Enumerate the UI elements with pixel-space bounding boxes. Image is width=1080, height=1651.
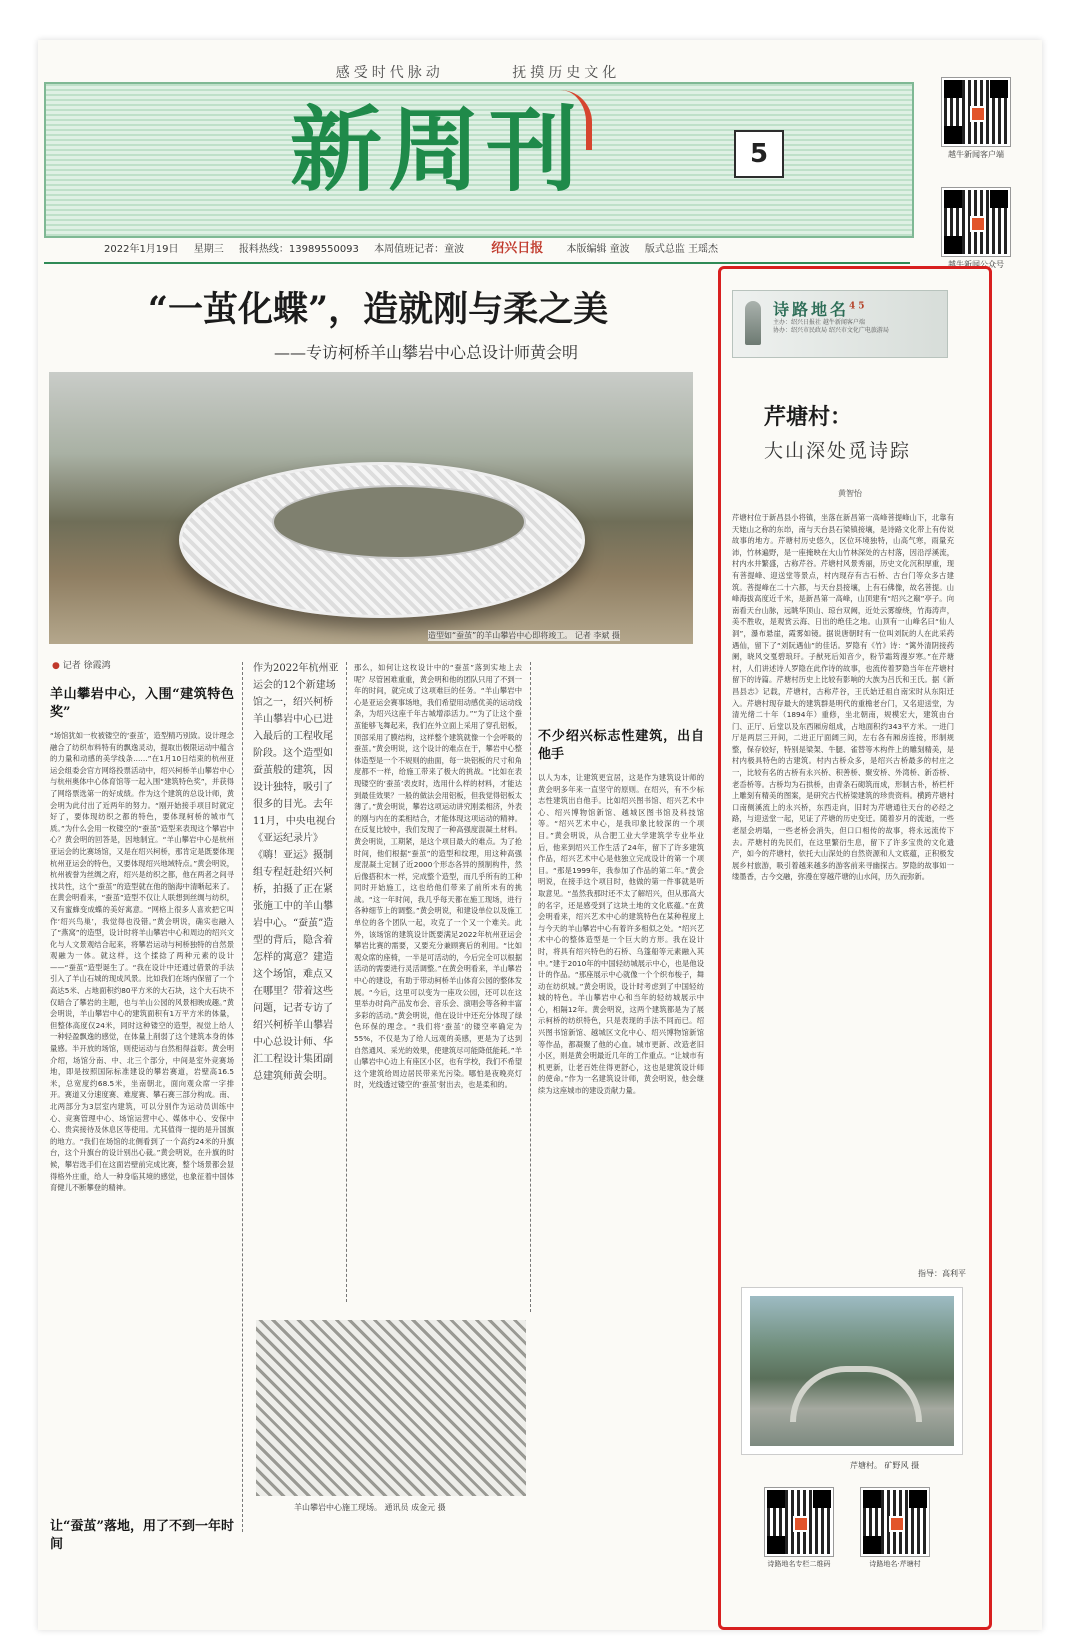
- side-article-author: 黄智怡: [838, 489, 862, 498]
- banner-title: [773, 297, 868, 320]
- side-article-title: 芹塘村：: [764, 404, 853, 430]
- sub-headline: ——专访柯桥羊山攀岩中心总设计师黄会明: [274, 343, 579, 362]
- banner-number: 45: [849, 301, 868, 312]
- column-divider: [346, 662, 347, 1302]
- construction-photo-caption: 羊山攀岩中心施工现场。 通讯员 成金元 摄: [294, 1503, 446, 1512]
- qr-code-icon[interactable]: [942, 188, 1010, 256]
- qr-label-wechat: 越牛新闻公众号: [948, 260, 1004, 269]
- lead-paragraph: 作为2022年杭州亚运会的12个新建场馆之一，绍兴柯桥羊山攀岩中心已进入最后的工程收尾阶段。这个造型如蚕茧般的建筑，因设计独特，吸引了很多的目光。去年11月，中央电视台《亚运纪录片》《嗨！亚运》摄制组专程赶赴绍兴柯桥，拍摄了正在紧张施工中的羊山攀岩中心。“蚕茧”造型的背后，隐含着怎样的寓意？建造这个场馆，难点又在哪里？带着这些问题，记者专访了绍兴柯桥羊山攀岩中心总设计师、华汇工程设计集团副总建筑师黄会明。: [253, 663, 339, 1082]
- date: 2022年1月19日: [104, 244, 179, 255]
- construction-photo: [256, 1320, 526, 1496]
- bottom-qr-1: [764, 1488, 834, 1569]
- paper-logo: 绍兴日报: [491, 241, 544, 256]
- side-article-signoff: 指导：高利平: [918, 1269, 966, 1278]
- village-photo: [742, 1288, 962, 1454]
- newspaper-page: [38, 40, 1042, 1630]
- side-article-subtitle: 大山深处觅诗踪: [764, 440, 912, 462]
- stone-bridge-shape: [790, 1366, 922, 1422]
- column-divider: [530, 662, 531, 1312]
- main-headline: “一茧化蝶”，造就刚与柔之美: [147, 289, 609, 330]
- qr-code-icon[interactable]: [765, 1488, 833, 1556]
- byline-label: 记者: [62, 661, 81, 671]
- bottom-qr-label-1: 诗路地名专栏二维码: [767, 1560, 831, 1568]
- stadium-photo: [49, 372, 693, 644]
- byline-name: 徐霞鸿: [83, 661, 111, 671]
- stadium-shape: [179, 462, 585, 618]
- banner-credit-line-1: 主办：绍兴日报社 越牛新闻客户端: [773, 319, 865, 326]
- article-column-1: [50, 680, 234, 1510]
- side-article-body: [732, 512, 954, 1262]
- bottom-qr-label-2: 诗路地名·芹塘村: [869, 1560, 921, 1568]
- stadium-photo-caption: 造型如“蚕茧”的羊山攀岩中心即将竣工。 记者 李斌 摄: [428, 631, 620, 640]
- byline: [52, 658, 111, 671]
- header-slogans: [38, 62, 918, 82]
- chief-editor: 本版编辑 童波: [566, 244, 630, 255]
- duty-editor: 本周值班记者：童波: [374, 244, 465, 255]
- banner-title-text: 诗路地名: [773, 300, 850, 319]
- byline-dot-icon: ●: [52, 661, 60, 671]
- section-heading-1: 羊山攀岩中心，入围“建筑特色奖”: [50, 687, 234, 720]
- masthead: [44, 82, 914, 238]
- designer: 版式总监 王瑶杰: [644, 244, 719, 255]
- column-banner: [732, 290, 948, 358]
- article-column-3: [354, 662, 522, 1312]
- article-column-4: [538, 662, 704, 1562]
- slogan-right: 抚摸历史文化: [512, 65, 621, 81]
- figure-icon: [745, 301, 761, 345]
- swoosh-logo-icon: [560, 90, 592, 150]
- page-number: 5: [734, 130, 784, 178]
- article-text-3: 那么，如何让这枚设计中的“蚕茧”落到实地上去呢？尽管困难重重，黄会明和他的团队只用了不到一年的时间，就完成了这项难巨的任务。“羊山攀岩中心是亚运会赛事场地，我们希望用动感优美的运动线条，为绍兴这座千年古城增添活力。”“为了让这个蚕茧能够飞舞起来，我们在外立面上采用了穿孔铝板，顶部采用了膜结构，这样整个建筑就像一个会呼吸的蚕茧。”黄会明说，这个设计的难点在于，攀岩中心整体造型是一个不规则的曲面，每一块铝板的尺寸和角度都不一样，给施工带来了极大的挑战。“比如在表现镂空的‘蚕茧’表皮时，选用什么样的材料，才能达到最佳效果？一般的做法会用铝板，但我觉得铝板太薄了。”黄会明说，攀岩这项运动讲究刚柔相济，外表的刚与内在的柔相结合，才能体现这项运动的精神。在反复比较中，我们发现了一种高强度混凝土材料。黄会明说，工期紧，是这个项目最大的难点。为了抢时间，他们根据“蚕茧”的造型和纹理，用这种高强度混凝土定制了近2000个形态各异的预制构件，然后像搭积木一样，完成整个造型，而几乎所有的工种同时开始施工，这也给他们带来了前所未有的挑战。“这一年时间，我几乎每天都在施工现场，进行各种细节上的调整。”黄会明说，和建设单位以及施工单位的各个团队一起，攻克了一个又一个难关。此外，该场馆的建筑设计既要满足2022年杭州亚运会攀岩比赛的需要，又要充分兼顾赛后的利用。“比如观众席的座椅，一半是可活动的，今后完全可以根据活动的需要进行灵活调整。”在黄会明看来，羊山攀岩中心的建设，有助于带动柯桥羊山体育公园的整体发展。“今后，这里可以变为一座攻公园，还可以在这里举办时尚产品发布会、音乐会、演唱会等各种丰富多彩的活动。”黄会明说，他在设计中还充分体现了绿色环保的理念。“我们将‘蚕茧’的镂空率确定为55%，不仅是为了给人远观的美感，更是为了达到自然通风、采光的效果，使建筑尽可能降低能耗。”羊山攀岩中心边上有座区小区，也有学校，我们不希望这个建筑给周边居民带来光污染。哪怕是夜晚亮灯时，光线透过镂空的‘蚕茧’射出去，也是柔和的。: [354, 663, 522, 1090]
- article-text-4: 以人为本，让建筑更宜居，这是作为建筑设计师的黄会明多年来一直坚守的原则。在绍兴，有不少标志性建筑出自他手。比如绍兴图书馆、绍兴艺术中心、绍兴博物馆新馆、越城区图书馆及科技馆等。“绍兴艺术中心，是我印象比较深的一个项目。”黄会明说，从合肥工业大学建筑学专业毕业后，他来到绍兴工作生活了24年，留下了许多建筑作品，绍兴艺术中心是他独立完成设计的第一个项目。“那是1999年，我参加了作品的第二年。”黄会明说，在接手这个项目时，他做的第一件事就是听取意见。“虽然我那时还不太了解绍兴，但从那高大的名字，还是感受到了这块土地的文化底蕴。”在黄会明看来，绍兴艺术中心的建筑特色在某种程度上与今天的羊山攀岩中心有着许多相似之处。“绍兴艺术中心的整体造型是一个巨大的方形。我在设计时，将具有绍兴特色的石桥、乌篷船等元素融入其中。”建于2010年的中国轻纺城展示中心，也是他设计的作品。“那座展示中心就像一个个织布梭子，舞动在纺织城。”黄会明说，设计时考虑到了中国轻纺城的特色。羊山攀岩中心和当年的轻纺城展示中心，相隔12年。黄会明说，这两个建筑都是为了展示柯桥的纺织特色，只是表现的手法不同而已。绍兴图书馆新馆、越城区文化中心、绍兴博物馆新馆等作品，都凝聚了他的心血。城市更新、改造老旧小区，则是黄会明最近几年的工作重点。“让城市有机更新，让老百姓住得更舒心，这也是建筑设计师的使命。”作为一名建筑设计师，黄会明说，他会继续为这座城市的建设贡献力量。: [538, 773, 704, 1096]
- qr-code-icon[interactable]: [861, 1488, 929, 1556]
- side-article-text: 芹塘村位于新昌县小将镇，坐落在新昌第一高峰菩提峰山下，北靠有天姥山之称的东岇，南与天台县石梁镇接壤，是诗路文化带上有传说故事的地方。芹塘村历史悠久，区位环境独特，山高气寒，雨量充沛，竹林遍野，是一座掩映在大山竹林深处的古村落，因沿浮溪流，村内水井繁盛，古称芹谷。芹塘村风景秀丽，历史文化沉积厚重，现有菩提峰、迎送堂等景点，村内现存有古石桥、古台门等众多古建筑。菩提峰在二十六都，与天台县接壤，上有石佛像，故名菩提。山峰海拔高度近千米，是新昌第一高峰，山顶建有“绍兴之巅”亭子。向南看天台山脉，远眺华顶山、琼台双阙，近处云雾缭绕，竹海涛声，美不胜收，是观赏云海、日出的绝佳之地。山顶有一山峰名曰“仙人洞”，瀑布悬崖，霞雾如镜。据说唐朝时有一位叫刘阮的人在此采药遇仙，留下了“刘阮遇仙”的佳话。罗隐有《竹》诗：“篱外清阴接药阑，晓风交戛碧琅玕。子猷死后知音少，粉节霜筠漫岁寒。”在芹塘村，人们讲述诗人罗隐在此作诗的故事，也流传着罗隐当年在芹塘村留下的诗篇。芹塘村历史上比较有影响的大族为吕氏和王氏。据《新昌县志》记载，芹塘村，古称芹谷，王氏始迁祖自南宋时从东阳迁入。芹塘村现存最大的建筑群是明代的重檐老台门，又名迎送堂，为清光绪二十年（1894年）重修，坐北朝南，规模宏大，建筑由台门、正厅、后堂以及东西厢房组成，占地面积约343平方米。一进门厅是两层三开间，二进正厅面阔三间，左右各有厢房连接，形制规整，保存较好，特别是梁架、牛腿、雀替等木构件上的雕刻精美，是村内极具特色的古建筑。村内古桥众多，是绍兴古桥最多的村庄之一，比较有名的古桥有永兴桥、积善桥、聚安桥、外湾桥、新岙桥、老岙桥等。古桥均为石拱桥，由青条石砌筑而成，形制古朴，桥栏杆上雕刻有精美的图案，是研究古代桥梁建筑的珍贵资料。横跨芹塘村口南侧溪流上的永兴桥，东西走向，旧时为芹塘通往天台的必经之路，与迎送堂一起，见证了芹塘的历史变迁。随着岁月的流逝，一些老屋会坍塌，一些老桥会消失，但口口相传的故事，将永远流传下去。芹塘村的先民们，在这里繁衍生息，留下了许多宝贵的文化遗产，如今的芹塘村，依托大山深处的自然资源和人文底蕴，正积极发展乡村旅游，吸引着越来越多的游客前来寻幽探古。罗隐的故事如一缕墨香，古今交融，弥漫在穿越芹塘的山水间，历久而弥新。: [732, 513, 954, 882]
- banner-credit-line-2: 协办：绍兴市民政局 绍兴市文化广电旅游局: [773, 327, 889, 334]
- slogan-left: 感受时代脉动: [335, 65, 444, 81]
- village-photo-caption: 芹塘村。 矿野风 摄: [850, 1461, 920, 1470]
- column-divider: [242, 662, 243, 1532]
- article-text-1: “场馆犹如一枚被镂空的‘蚕茧’，造型精巧别致。设计理念融合了纺织布料特有的飘逸灵动，提取出极限运动中蕴含的力量和动感的美学线条……”在1月10日结束的杭州亚运会组委会官方网络投票活动中，绍兴柯桥羊山攀岩中心与杭州奥体中心体育馆等一起入围“建筑特色奖”，并获得了网络票选第一的好成绩。作为这个建筑的总设计师，黄会明为此付出了近两年的努力。“刚开始接手项目时就定好了，要体现纺织之都的特色，要体现柯桥的城市气质。”为什么会用一枚镂空的“蚕茧”造型来表现这个攀岩中心？黄会明的回答是，因地制宜。“羊山攀岩中心是杭州亚运会的比赛场馆，又是在绍兴柯桥，那肯定是既要体现杭州亚运会的特色，又要体现绍兴地域特点。”黄会明说，杭州被誉为丝绸之府，绍兴是纺织之都，他在两者之间寻找共性，这个“蚕茧”的造型就在他的脑海中清晰起来了。在黄会明看来，“蚕茧”造型不仅让人联想到丝绸与纺织，又有蜜蜂变成蝶的美好寓意。“网格上很多人喜欢把它叫作‘绍兴鸟巢’，我觉得也没错。”黄会明说，确实也融入了“燕窝”的造型，设计时将羊山攀岩中心和周边的绍兴文化与人文景观结合起来，将攀岩运动与柯桥独特的自然景观融为一体。就这样，这个揉捻了两种元素的设计——“蚕茧”造型诞生了。“我在设计中还通过借景的手法引入了羊山石城的现成风景。比如我们在场内保留了一个高达5米、占地面积约80平方米的大石块，这个大石块不仅暗合了攀岩的主题，也与羊山公园的风景相映成趣。”黄会明说，羊山攀岩中心的建筑面积有1万平方米的体量，但整体高度仅24米，同时这种镂空的造型，视觉上给人一种轻盈飘逸的感觉，在体量上削弱了这个建筑本身的体量感。半开放的场馆，则使运动与自然相得益彰。黄会明介绍，场馆分南、中、北三个部分，中间是室外竞赛场地，即是按照国际标准建设的攀岩赛道，岩壁高16.5米，总宽度约68.5米，坐南朝北，面向观众席一字排开。赛道又分速度赛、难度赛、攀石赛三部分构成。南、北两部分为3层室内建筑，可以分别作为运动员训练中心、竞赛管理中心、场馆运营中心、媒体中心、安保中心、贵宾接待及休息区等使用。尤其值得一提的是升国旗的地方。“我们在场馆的北侧看到了一个高约24米的升旗台，这个升旗台的设计别出心裁。”黄会明说，在升旗的时候，攀岩选手们在这面岩壁前完成比赛，整个场景都会显得格外庄重，给人一种身临其境的感觉，也象征着中国体育健儿不断攀登的精神。: [50, 731, 234, 1193]
- qr-column: [918, 78, 1034, 270]
- masthead-info-bar: [44, 236, 910, 264]
- banner-credits: [773, 319, 889, 335]
- weekday: 星期三: [193, 244, 224, 255]
- qr-label-client: 越牛新闻客户端: [948, 150, 1004, 159]
- masthead-title: [290, 90, 592, 210]
- section-heading-2: 让“蚕茧”落地，用了不到一年时间: [50, 1519, 234, 1552]
- section-heading-2-block: [50, 1512, 234, 1572]
- qr-code-icon[interactable]: [942, 78, 1010, 146]
- section-heading-3: 不少绍兴标志性建筑，出自他手: [538, 729, 704, 762]
- bottom-qr-2: [860, 1488, 930, 1569]
- masthead-title-text: 新周刊: [290, 96, 585, 204]
- hotline: 报料热线：13989550093: [238, 244, 359, 255]
